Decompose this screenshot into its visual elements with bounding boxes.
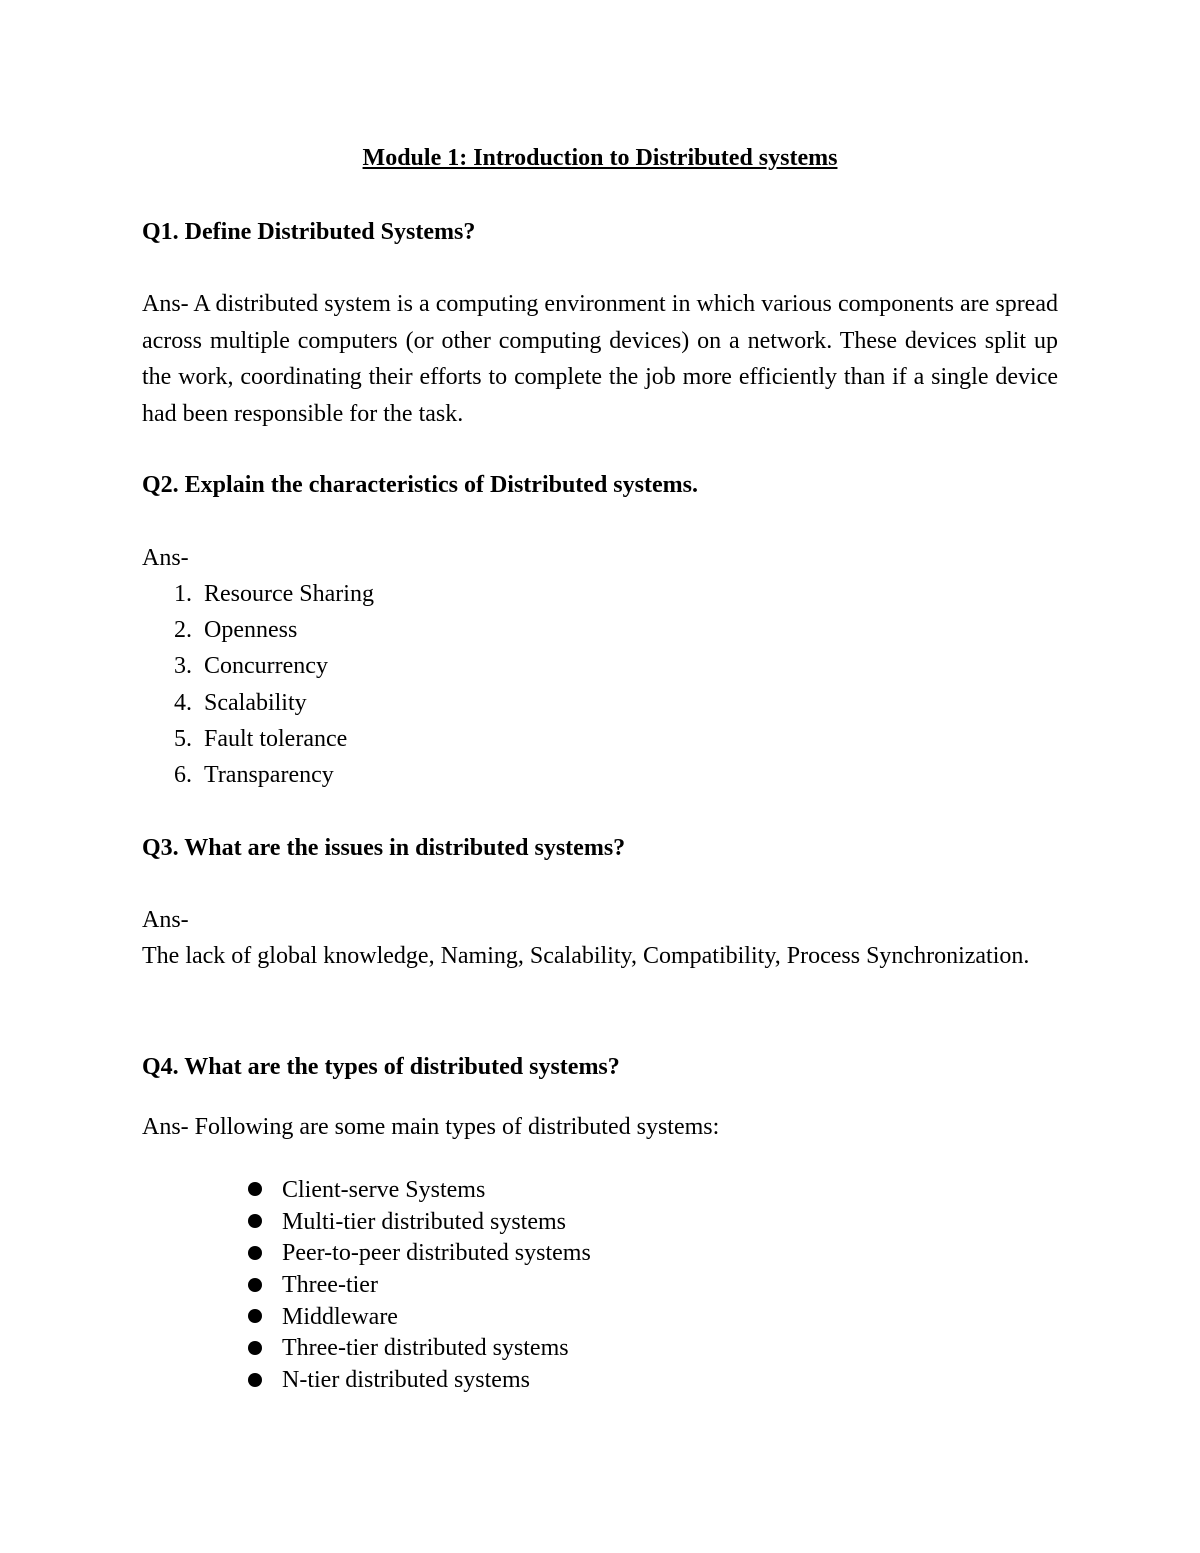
list-item-text: Three-tier distributed systems (282, 1335, 569, 1362)
list-item-text: Middleware (282, 1303, 398, 1330)
list-item-text: Peer-to-peer distributed systems (282, 1240, 591, 1267)
list-item (248, 1365, 591, 1397)
q1-answer: Ans- A distributed system is a computing environment in which various components are spread across multiple computers (or other computing devices) on a network. These devices split up the work, coordinating their efforts to complete the job more efficiently than if a single device had been responsible for the task. (142, 291, 1058, 427)
list-item-text: Openness (204, 617, 298, 644)
bullet-icon (248, 1182, 262, 1196)
page-title: Module 1: Introduction to Distributed systems (362, 145, 838, 171)
bullet-icon (248, 1373, 262, 1387)
list-item-text: Scalability (204, 689, 307, 716)
list-item-text: Multi-tier distributed systems (282, 1208, 566, 1235)
list-item-text: Three-tier (282, 1272, 378, 1299)
list-item-text: Fault tolerance (204, 725, 348, 752)
list-item-number: 3. (174, 653, 192, 680)
types-list (248, 1175, 591, 1397)
q2-question: Q2. Explain the characteristics of Distributed systems. (142, 472, 698, 498)
list-item-number: 2. (174, 617, 192, 644)
q4-answer: Ans- Following are some main types of distributed systems: (142, 1114, 720, 1140)
list-item-text: Resource Sharing (204, 581, 374, 607)
list-item (248, 1238, 591, 1270)
list-item-text: N-tier distributed systems (282, 1367, 530, 1394)
list-item-number: 5. (174, 725, 192, 752)
q2-answer-label: Ans- (142, 545, 189, 571)
list-item-text: Client-serve Systems (282, 1177, 486, 1203)
bullet-icon (248, 1278, 262, 1292)
list-item (142, 612, 374, 648)
q3-answer: The lack of global knowledge, Naming, Scalability, Compatibility, Process Synchronization. (142, 943, 1030, 969)
characteristics-list (142, 576, 374, 793)
list-item-text: Concurrency (204, 653, 328, 680)
q3-question: Q3. What are the issues in distributed systems? (142, 835, 626, 861)
list-item (142, 757, 374, 793)
bullet-icon (248, 1214, 262, 1228)
q1-question: Q1. Define Distributed Systems? (142, 219, 476, 245)
list-item-number: 6. (174, 761, 192, 788)
list-item (248, 1270, 591, 1302)
list-item (248, 1302, 591, 1334)
bullet-icon (248, 1341, 262, 1355)
list-item (142, 721, 374, 757)
list-item (142, 576, 374, 612)
list-item (248, 1333, 591, 1365)
list-item (142, 648, 374, 684)
bullet-icon (248, 1309, 262, 1323)
bullet-icon (248, 1246, 262, 1260)
list-item (248, 1207, 591, 1239)
list-item-number: 1. (174, 581, 192, 607)
q4-question: Q4. What are the types of distributed systems? (142, 1054, 620, 1080)
list-item-number: 4. (174, 689, 192, 716)
q3-answer-label: Ans- (142, 907, 189, 933)
list-item (142, 685, 374, 721)
list-item-text: Transparency (204, 761, 334, 788)
list-item (248, 1175, 591, 1207)
